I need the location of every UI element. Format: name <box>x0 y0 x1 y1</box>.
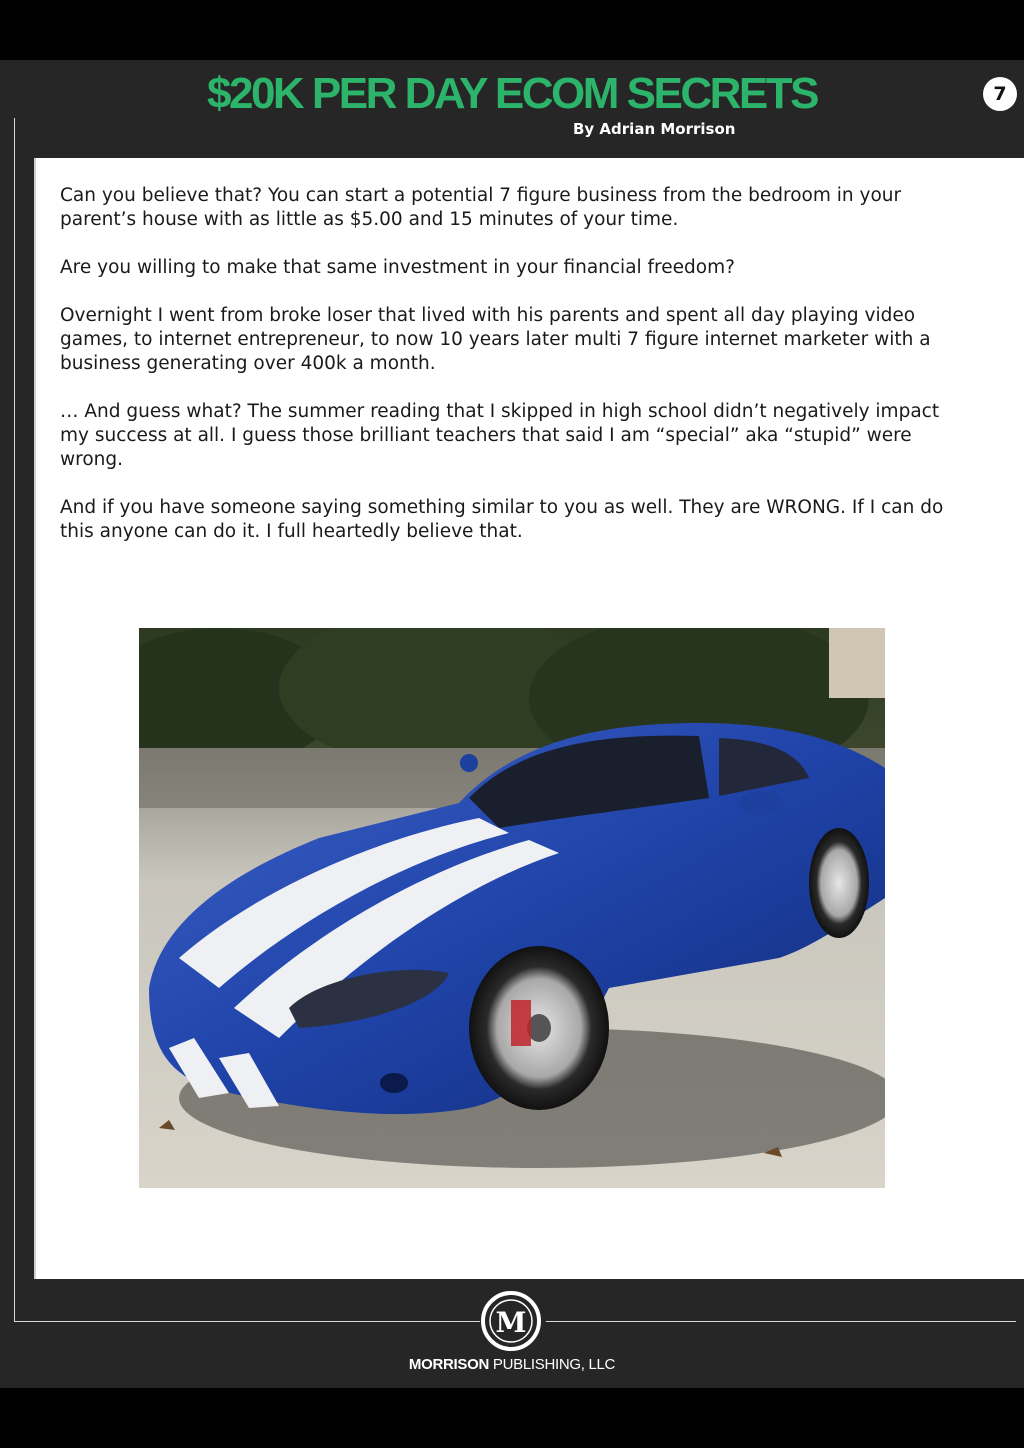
footer-rule-right <box>546 1321 1016 1322</box>
author-byline: By Adrian Morrison <box>573 120 736 138</box>
footer-brand <box>0 1356 1024 1373</box>
car-photo <box>139 628 885 1188</box>
page-number-badge: 7 <box>983 77 1017 111</box>
paragraph: Can you believe that? You can start a potential 7 figure business from the bedroom in your parent’s house with as little as $5.00 and 15 minutes of your time. <box>60 185 902 230</box>
page-title: $20K PER DAY ECOM SECRETS <box>207 69 817 118</box>
footer-rule-left <box>14 1321 480 1322</box>
footer-brand-bold: MORRISON <box>408 1356 490 1373</box>
morrison-publishing-logo <box>480 1290 542 1352</box>
paragraph: Overnight I went from broke loser that lived with his parents and spent all day playing video games, to internet entrepreneur, to now 10 years later multi 7 figure internet marketer with a business generating over 400k a month. <box>60 305 931 374</box>
paragraph: Are you willing to make that same investment in your financial freedom? <box>60 257 735 278</box>
paragraph: … And guess what? The summer reading that I skipped in high school didn’t negatively impact my success at all. I guess those brilliant teachers that said I am “special” aka “stupid” were wrong. <box>60 401 940 470</box>
left-margin-rule <box>14 118 15 1322</box>
footer-brand-rest: PUBLISHING, LLC <box>489 1356 616 1373</box>
body-text <box>60 184 970 568</box>
paragraph: And if you have someone saying something similar to you as well. They are WRONG. If I can do this anyone can do it. I full heartedly believe that. <box>60 497 944 542</box>
svg-text:M: M <box>495 1306 527 1339</box>
